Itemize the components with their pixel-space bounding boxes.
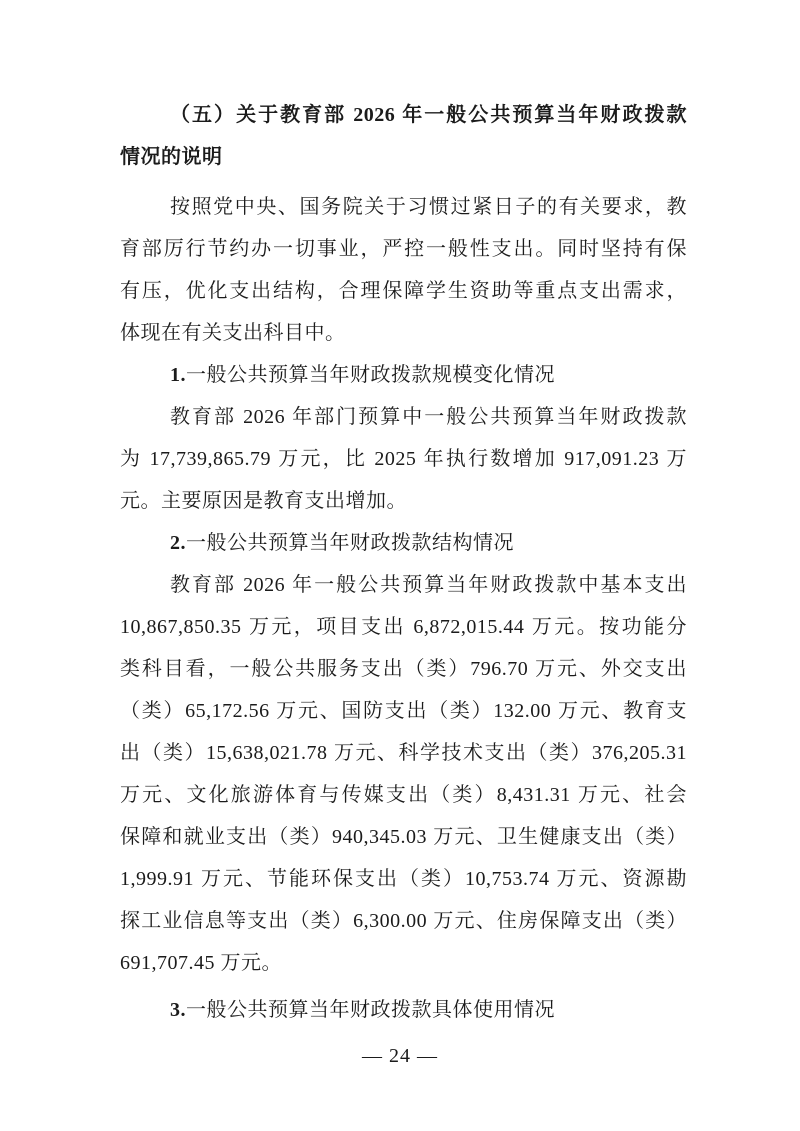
section-1-line: 为 17,739,865.79 万元，比 2025 年执行数增加 917,091.23 万 <box>120 448 687 470</box>
section-2-number: 2. <box>170 532 186 554</box>
intro-line: 按照党中央、国务院关于习惯过紧日子的有关要求，教 <box>170 196 687 218</box>
section-2-line: 探工业信息等支出（类）6,300.00 万元、住房保障支出（类） <box>120 910 687 932</box>
section-1-number: 1. <box>170 364 186 386</box>
section-3-heading <box>120 989 687 1031</box>
section-2-line: 类科目看，一般公共服务支出（类）796.70 万元、外交支出 <box>120 658 687 680</box>
section-1-title: 一般公共预算当年财政拨款规模变化情况 <box>186 364 555 386</box>
section-2-heading <box>120 522 687 564</box>
section-2-line: （类）65,172.56 万元、国防支出（类）132.00 万元、教育支 <box>120 700 687 722</box>
section-2-line: 教育部 2026 年一般公共预算当年财政拨款中基本支出 <box>170 574 687 596</box>
section-1-line: 元。主要原因是教育支出增加。 <box>120 490 407 512</box>
intro-line: 体现在有关支出科目中。 <box>120 322 346 344</box>
intro-line: 育部厉行节约办一切事业，严控一般性支出。同时坚持有保 <box>120 238 687 260</box>
section-1-line: 教育部 2026 年部门预算中一般公共预算当年财政拨款 <box>170 406 687 428</box>
section-2-line: 691,707.45 万元。 <box>120 952 282 974</box>
section-2-line: 出（类）15,638,021.78 万元、科学技术支出（类）376,205.31 <box>120 742 687 764</box>
section-2-line: 保障和就业支出（类）940,345.03 万元、卫生健康支出（类） <box>120 826 687 848</box>
section-3-number: 3. <box>170 999 186 1021</box>
section-2-line: 1,999.91 万元、节能环保支出（类）10,753.74 万元、资源勘 <box>120 868 687 890</box>
intro-line: 有压，优化支出结构，合理保障学生资助等重点支出需求， <box>120 280 687 302</box>
section-2-title: 一般公共预算当年财政拨款结构情况 <box>186 532 514 554</box>
section-2-line: 万元、文化旅游体育与传媒支出（类）8,431.31 万元、社会 <box>120 784 687 806</box>
doc-title-line-2: 情况的说明 <box>120 146 223 168</box>
section-3-title: 一般公共预算当年财政拨款具体使用情况 <box>186 999 555 1021</box>
document-body <box>120 94 687 1031</box>
section-2-line: 10,867,850.35 万元，项目支出 6,872,015.44 万元。按功能分 <box>120 616 687 638</box>
section-1-heading <box>120 354 687 396</box>
doc-title-line-1: （五）关于教育部 2026 年一般公共预算当年财政拨款 <box>170 104 687 126</box>
page-number: — 24 — <box>362 1045 438 1067</box>
